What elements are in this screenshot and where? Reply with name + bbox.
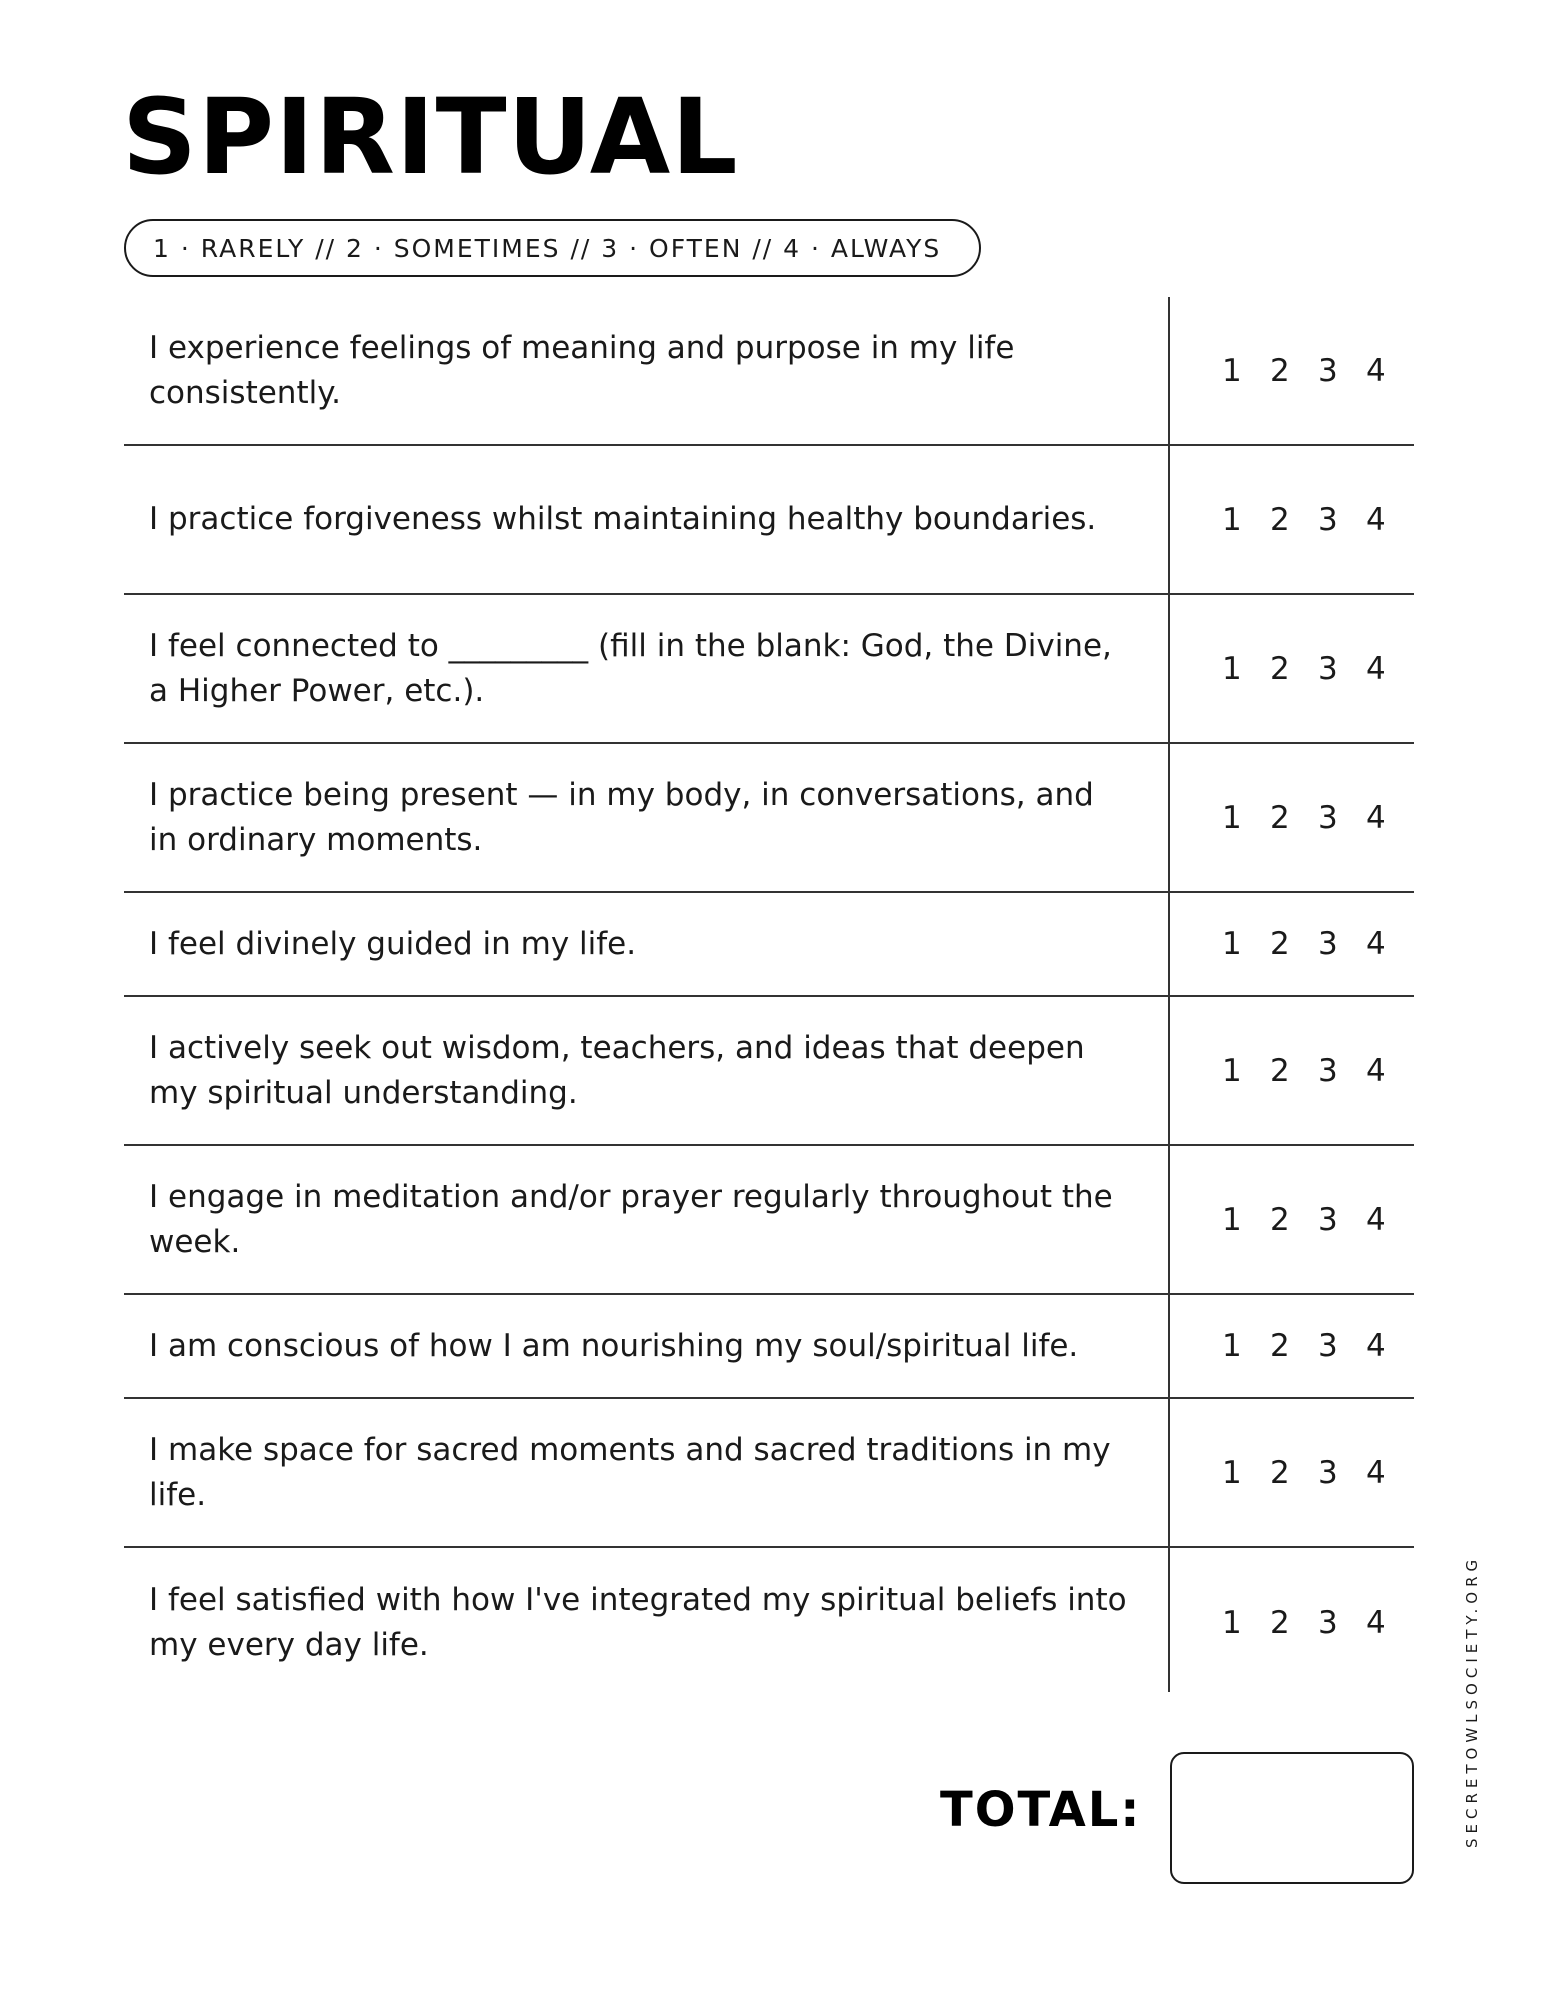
rating-legend: 1 · RARELY // 2 · SOMETIMES // 3 · OFTEN // 4 · ALWAYS (124, 219, 981, 277)
rating-scale (1138, 651, 1414, 687)
rating-scale (1138, 1202, 1414, 1238)
rating-option-2[interactable]: 2 (1270, 352, 1290, 389)
total-input-box[interactable] (1170, 1752, 1414, 1884)
rating-option-3[interactable]: 3 (1318, 1605, 1338, 1641)
statement-text: I am conscious of how I am nourishing my soul/spiritual life. (149, 1327, 1079, 1364)
rating-option-1[interactable]: 1 (1222, 1201, 1242, 1238)
rating-option-1[interactable]: 1 (1222, 1328, 1242, 1364)
rating-option-1[interactable]: 1 (1222, 501, 1242, 538)
statement-text: I practice forgiveness whilst maintaining healthy boundaries. (149, 501, 1097, 537)
website-url: SECRETOWLSOCIETY.ORG (1463, 1554, 1481, 1848)
table-row (124, 1399, 1414, 1548)
rating-option-1[interactable]: 1 (1222, 926, 1242, 962)
rating-option-3[interactable]: 3 (1318, 926, 1338, 962)
rating-option-2[interactable]: 2 (1270, 1052, 1290, 1089)
table-row (124, 446, 1414, 595)
statement-text: I engage in meditation and/or prayer regularly throughout the week. (149, 1178, 1113, 1260)
rating-option-4[interactable]: 4 (1366, 799, 1386, 836)
rating-option-1[interactable]: 1 (1222, 1605, 1242, 1641)
rating-option-3[interactable]: 3 (1318, 1454, 1338, 1491)
rating-scale (1138, 1455, 1414, 1491)
total-label: TOTAL: (940, 1782, 1142, 1838)
rating-option-3[interactable]: 3 (1318, 1201, 1338, 1238)
table-row (124, 893, 1414, 997)
statement-text: I experience feelings of meaning and purpose in my life consistently. (149, 329, 1015, 411)
rating-option-2[interactable]: 2 (1270, 1328, 1290, 1364)
rating-option-4[interactable]: 4 (1366, 1328, 1386, 1364)
rating-option-4[interactable]: 4 (1366, 352, 1386, 389)
table-row (124, 297, 1414, 446)
rating-option-3[interactable]: 3 (1318, 1052, 1338, 1089)
table-row (124, 1146, 1414, 1295)
statement-text: I feel connected to _________ (fill in the blank: God, the Divine, a Higher Power, etc.). (149, 627, 1112, 709)
rating-option-3[interactable]: 3 (1318, 650, 1338, 687)
page-title: SPIRITUAL (122, 76, 739, 198)
rating-option-4[interactable]: 4 (1366, 1605, 1386, 1641)
rating-option-4[interactable]: 4 (1366, 501, 1386, 538)
rating-option-4[interactable]: 4 (1366, 1454, 1386, 1491)
assessment-table (124, 297, 1414, 1698)
rating-option-2[interactable]: 2 (1270, 799, 1290, 836)
rating-option-1[interactable]: 1 (1222, 650, 1242, 687)
statement-text: I feel satisfied with how I've integrated my spiritual beliefs into my every day life. (149, 1582, 1127, 1663)
rating-scale (1138, 800, 1414, 836)
rating-option-4[interactable]: 4 (1366, 926, 1386, 962)
rating-option-1[interactable]: 1 (1222, 1454, 1242, 1491)
rating-scale (1138, 1053, 1414, 1089)
rating-option-1[interactable]: 1 (1222, 352, 1242, 389)
rating-scale (1138, 1328, 1414, 1364)
statement-text: I actively seek out wisdom, teachers, and ideas that deepen my spiritual understanding. (149, 1029, 1085, 1111)
table-row (124, 1548, 1414, 1698)
rating-option-4[interactable]: 4 (1366, 650, 1386, 687)
rating-option-2[interactable]: 2 (1270, 650, 1290, 687)
rating-option-2[interactable]: 2 (1270, 1605, 1290, 1641)
rating-option-2[interactable]: 2 (1270, 1201, 1290, 1238)
rating-option-4[interactable]: 4 (1366, 1052, 1386, 1089)
rating-option-4[interactable]: 4 (1366, 1201, 1386, 1238)
rating-scale (1138, 353, 1414, 389)
rating-option-3[interactable]: 3 (1318, 352, 1338, 389)
table-row (124, 1295, 1414, 1399)
rating-option-2[interactable]: 2 (1270, 501, 1290, 538)
rating-option-3[interactable]: 3 (1318, 501, 1338, 538)
rating-option-3[interactable]: 3 (1318, 1328, 1338, 1364)
statement-text: I make space for sacred moments and sacred traditions in my life. (149, 1431, 1111, 1513)
column-divider (1168, 297, 1170, 1692)
table-row (124, 744, 1414, 893)
statement-text: I practice being present — in my body, in conversations, and in ordinary moments. (149, 776, 1094, 858)
rating-option-1[interactable]: 1 (1222, 799, 1242, 836)
rating-option-1[interactable]: 1 (1222, 1052, 1242, 1089)
rating-option-3[interactable]: 3 (1318, 799, 1338, 836)
rating-scale (1138, 926, 1414, 962)
table-row (124, 997, 1414, 1146)
rating-option-2[interactable]: 2 (1270, 926, 1290, 962)
rating-scale (1138, 1605, 1414, 1641)
rating-option-2[interactable]: 2 (1270, 1454, 1290, 1491)
rating-scale (1138, 502, 1414, 538)
table-row (124, 595, 1414, 744)
statement-text: I feel divinely guided in my life. (149, 925, 637, 962)
